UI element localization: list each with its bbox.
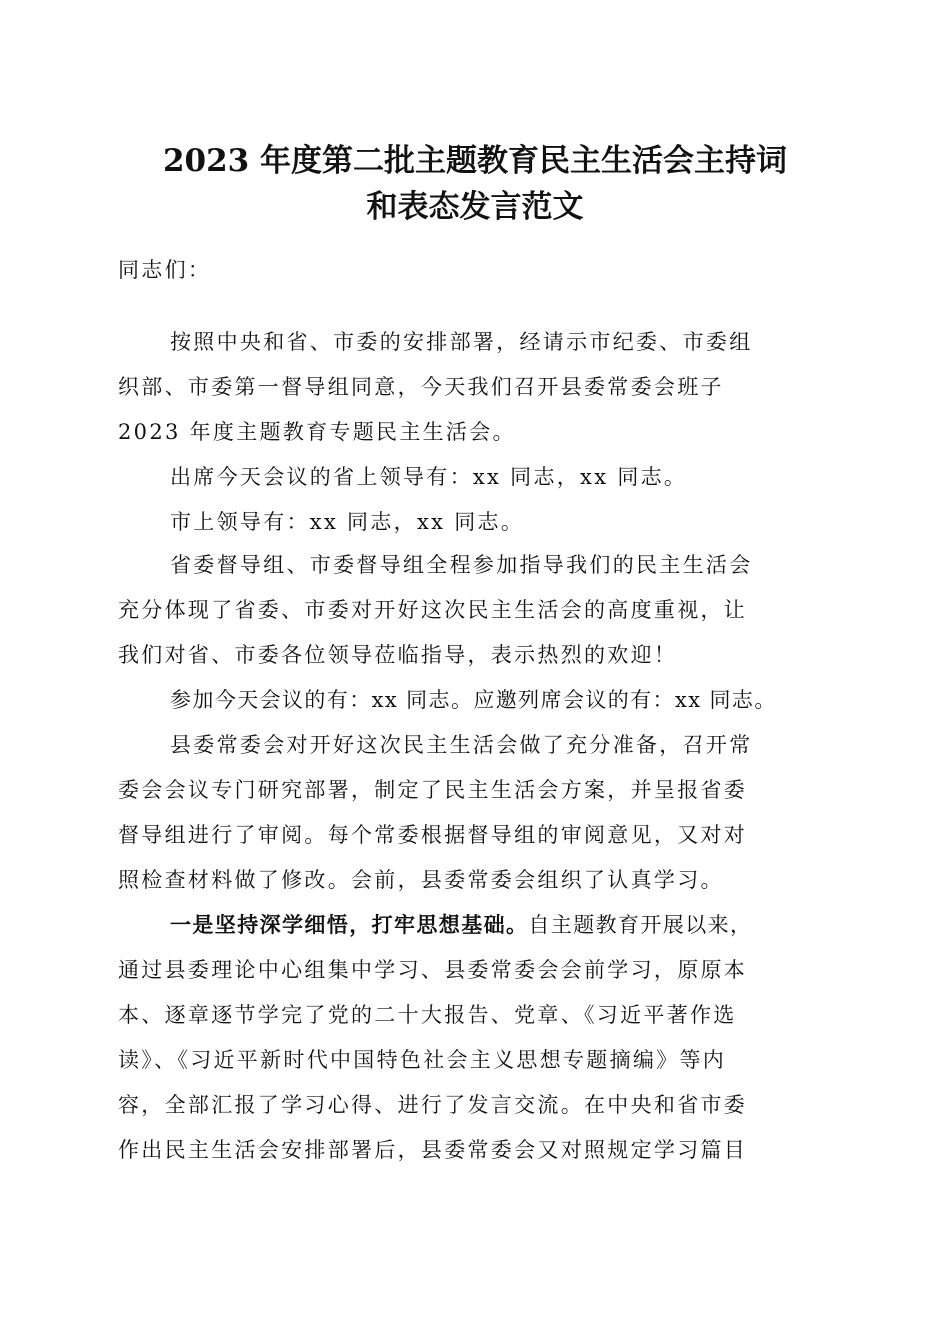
paragraph-line: 省委督导组、市委督导组全程参加指导我们的民主生活会 xyxy=(170,553,753,577)
paragraph-line: 委会会议专门研究部署，制定了民主生活会方案，并呈报省委 xyxy=(118,778,748,802)
paragraph-line: 读》、《习近平新时代中国特色社会主义思想专题摘编》等内 xyxy=(118,1048,727,1072)
paragraph-line: 织部、市委第一督导组同意，今天我们召开县委常委会班子 xyxy=(118,375,724,399)
document-title-line2: 和表态发言范文 xyxy=(366,189,584,225)
paragraph-line: 照检查材料做了修改。会前，县委常委会组织了认真学习。 xyxy=(118,868,724,892)
paragraph-text: 自主题教育开展以来， xyxy=(528,913,753,937)
paragraph-line: 作出民主生活会安排部署后，县委常委会又对照规定学习篇目 xyxy=(118,1138,748,1162)
paragraph-line: 出席今天会议的省上领导有：xx 同志，xx 同志。 xyxy=(170,465,688,489)
salutation: 同志们： xyxy=(118,258,212,282)
document-title-line1: 2023 年度第二批主题教育民主生活会主持词 xyxy=(162,143,788,179)
paragraph-line: 县委常委会对开好这次民主生活会做了充分准备，召开常 xyxy=(170,733,753,757)
paragraph-line: 参加今天会议的有：xx 同志。应邀列席会议的有：xx 同志。 xyxy=(170,688,777,712)
paragraph-line: 督导组进行了审阅。每个常委根据督导组的审阅意见，又对对 xyxy=(118,823,748,847)
paragraph-line: 本、逐章逐节学完了党的二十大报告、党章、《习近平著作选 xyxy=(118,1003,737,1027)
paragraph-line: 2023 年度主题教育专题民主生活会。 xyxy=(118,420,516,444)
paragraph-line: 充分体现了省委、市委对开好这次民主生活会的高度重视，让 xyxy=(118,598,748,622)
bold-lead-text: 一是坚持深学细悟，打牢思想基础。 xyxy=(170,912,529,937)
paragraph-line xyxy=(170,911,890,939)
paragraph-line: 我们对省、市委各位领导莅临指导，表示热烈的欢迎！ xyxy=(118,643,678,667)
paragraph-line: 市上领导有：xx 同志，xx 同志。 xyxy=(170,510,525,534)
paragraph-line: 通过县委理论中心组集中学习、县委常委会会前学习，原原本 xyxy=(118,958,748,982)
paragraph-line: 容，全部汇报了学习心得、进行了发言交流。在中央和省市委 xyxy=(118,1093,748,1117)
paragraph-line: 按照中央和省、市委的安排部署，经请示市纪委、市委组 xyxy=(170,330,753,354)
